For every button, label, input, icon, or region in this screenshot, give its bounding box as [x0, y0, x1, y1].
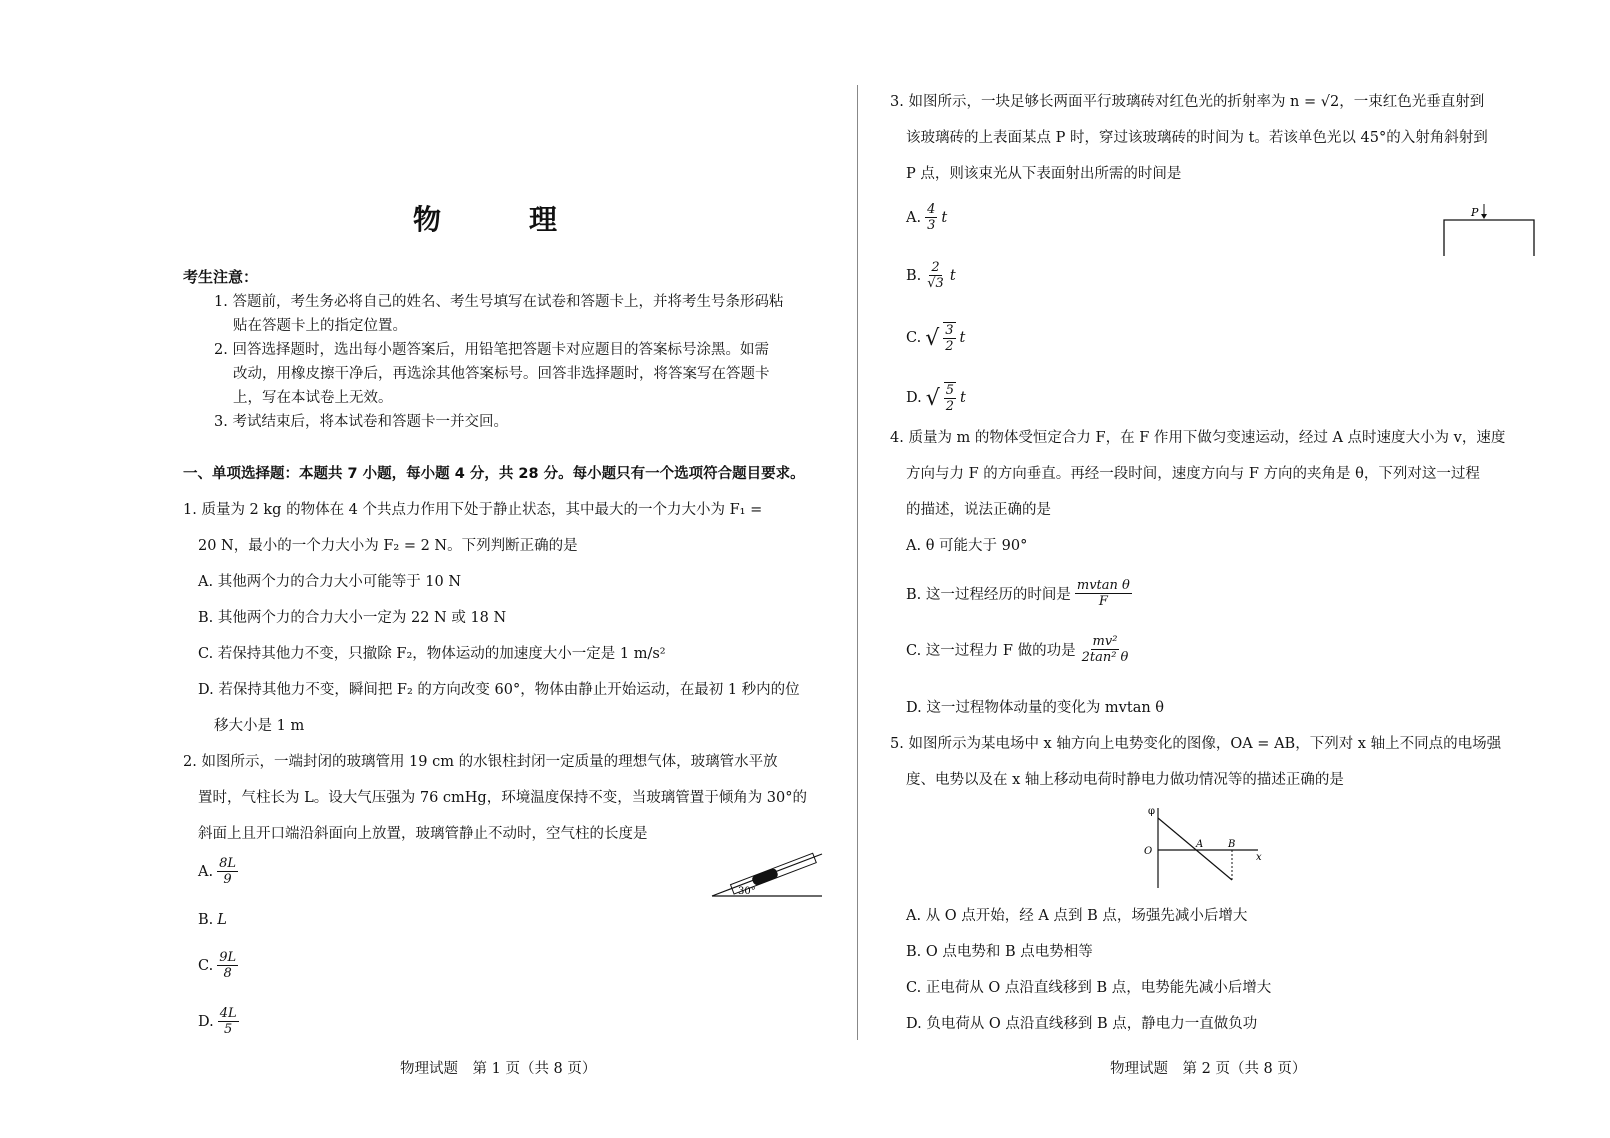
q4-stem: 的描述，说法正确的是: [906, 502, 1051, 518]
fraction: [218, 1006, 239, 1037]
option-suffix: t: [941, 209, 948, 226]
numerator: 4: [927, 202, 936, 217]
option-text: C. 这一过程力 F 做的功是: [906, 643, 1076, 659]
numerator: mvtan θ: [1076, 578, 1130, 593]
q1-stem: 20 N，最小的一个力大小为 F₂ = 2 N。下列判断正确的是: [198, 538, 578, 554]
option-label: C.: [198, 957, 214, 974]
numerator: 9L: [219, 950, 237, 965]
denominator: 8: [223, 966, 232, 981]
fraction: [217, 950, 238, 981]
q4-option-a: A. θ 可能大于 90°: [906, 538, 1028, 554]
q4-option-b: [906, 578, 1132, 609]
fraction: [943, 322, 955, 354]
q3-option-c: [906, 322, 965, 354]
option-label: B.: [198, 912, 214, 928]
denominator: 5: [224, 1022, 233, 1037]
option-label: A.: [198, 863, 214, 880]
numerator: 4L: [219, 1006, 237, 1021]
potential-graph: [1136, 804, 1266, 892]
q1-option-c: C. 若保持其他力不变，只撤除 F₂，物体运动的加速度大小一定是 1 m/s²: [198, 646, 666, 662]
footer-left: 物理试题 第 1 页（共 8 页）: [400, 1061, 597, 1077]
q5-option-a: A. 从 O 点开始，经 A 点到 B 点，场强先减小后增大: [906, 908, 1248, 924]
notice-line: 1. 答题前，考生务必将自己的姓名、考生号填写在试卷和答题卡上，并将考生号条形码粘: [214, 294, 784, 310]
glass-brick: [1444, 220, 1534, 256]
section-heading: 一、单项选择题：本题共 7 小题，每小题 4 分，共 28 分。每小题只有一个选项符合题目要求。: [183, 466, 805, 482]
fraction: [217, 856, 238, 887]
denominator: 2tan² θ: [1081, 650, 1129, 665]
b-label: B: [1228, 839, 1236, 850]
numerator: mv²: [1092, 634, 1118, 649]
right-page: [848, 0, 1610, 1138]
q4-option-d: D. 这一过程物体动量的变化为 mvtan θ: [906, 700, 1165, 716]
sqrt-sign: √: [925, 325, 940, 351]
q3-option-a: [906, 202, 947, 233]
q2-option-b: [198, 912, 227, 928]
notice-line: 上，写在本试卷上无效。: [233, 390, 393, 406]
q2-stem: 2. 如图所示，一端封闭的玻璃管用 19 cm 的水银柱封闭一定质量的理想气体，玻璃管水平放: [183, 754, 778, 770]
q5-option-b: B. O 点电势和 B 点电势相等: [906, 944, 1093, 960]
x-label: x: [1256, 852, 1262, 863]
option-label: D.: [198, 1013, 214, 1030]
q2-option-d: [198, 1006, 239, 1037]
option-suffix: t: [949, 267, 956, 284]
arrow-head: [1481, 214, 1487, 219]
q2-option-c: [198, 950, 238, 981]
numerator: 2: [931, 260, 940, 275]
q4-stem: 4. 质量为 m 的物体受恒定合力 F，在 F 作用下做匀变速运动，经过 A 点时速度大小为 v，速度: [890, 430, 1506, 446]
q4-option-c: [906, 634, 1130, 665]
denominator: 2: [945, 399, 955, 414]
option-label: B.: [906, 267, 922, 284]
sqrt-sign: √: [925, 385, 940, 411]
q5-option-d: D. 负电荷从 O 点沿直线移到 B 点，静电力一直做负功: [906, 1016, 1258, 1032]
option-text: L: [217, 912, 227, 928]
notice-line: 2. 回答选择题时，选出每小题答案后，用铅笔把答题卡对应题目的答案标号涂黑。如需: [214, 342, 769, 358]
q2-option-a: [198, 856, 238, 887]
q1-stem: 1. 质量为 2 kg 的物体在 4 个共点力作用下处于静止状态，其中最大的一个力大小为 F₁ =: [183, 502, 763, 518]
point-label: P: [1471, 206, 1479, 219]
option-suffix: t: [959, 330, 966, 346]
q2-stem: 置时，气柱长为 L。设大气压强为 76 cmHg，环境温度保持不变，当玻璃管置于倾角为 30°的: [198, 790, 808, 806]
q2-stem: 斜面上且开口端沿斜面向上放置，玻璃管静止不动时，空气柱的长度是: [198, 826, 648, 842]
numerator: 8L: [219, 856, 236, 871]
denominator: 9: [223, 872, 232, 887]
notice-line: 贴在答题卡上的指定位置。: [233, 318, 407, 334]
q3-stem: P 点，则该束光从下表面射出所需的时间是: [906, 166, 1182, 182]
q1-option-b: B. 其他两个力的合力大小一定为 22 N 或 18 N: [198, 610, 507, 626]
o-label: O: [1144, 846, 1153, 857]
q1-option-a: A. 其他两个力的合力大小可能等于 10 N: [198, 574, 462, 590]
q5-option-c: C. 正电荷从 O 点沿直线移到 B 点，电势能先减小后增大: [906, 980, 1272, 996]
glass-brick-diagram: [1442, 202, 1538, 258]
incline-diagram: [710, 848, 825, 900]
q3-option-d: [906, 382, 966, 414]
fraction: [944, 382, 956, 414]
q3-stem: 该玻璃砖的上表面某点 P 时，穿过该玻璃砖的时间为 t。若该单色光以 45°的入射角斜射到: [906, 130, 1488, 146]
option-text: B. 这一过程经历的时间是: [906, 587, 1071, 603]
footer-right: 物理试题 第 2 页（共 8 页）: [1110, 1061, 1307, 1077]
denominator: 2: [945, 339, 954, 354]
denominator: 3: [927, 218, 936, 233]
phi-label: φ: [1148, 806, 1156, 817]
notice-line: 3. 考试结束后，将本试卷和答题卡一并交回。: [214, 414, 508, 430]
option-label: C.: [906, 330, 922, 346]
q1-option-d-cont: 移大小是 1 m: [214, 718, 305, 734]
q4-stem: 方向与力 F 的方向垂直。再经一段时间，速度方向与 F 方向的夹角是 θ，下列对这一过程: [906, 466, 1480, 482]
option-label: A.: [906, 209, 922, 226]
notice-line: 改动，用橡皮擦干净后，再选涂其他答案标号。回答非选择题时，将答案写在答题卡: [233, 366, 770, 382]
fraction: [1075, 578, 1132, 609]
option-suffix: t: [960, 390, 966, 406]
q1-option-d: D. 若保持其他力不变，瞬间把 F₂ 的方向改变 60°，物体由静止开始运动，在最初 1 秒内的位: [198, 682, 800, 698]
q3-stem: 3. 如图所示，一块足够长两面平行玻璃砖对红色光的折射率为 n = √2，一束红色光垂直射到: [890, 94, 1485, 110]
denominator: √3: [927, 276, 944, 291]
numerator: 5: [945, 383, 955, 398]
notice-heading: 考生注意：: [183, 268, 259, 286]
page-title: 物 理: [412, 203, 587, 236]
potential-line: [1158, 818, 1232, 880]
fraction: [1080, 634, 1131, 665]
fraction: [925, 202, 937, 233]
angle-label: 30°: [738, 886, 756, 897]
a-label: A: [1196, 839, 1204, 850]
q5-stem: 度、电势以及在 x 轴上移动电荷时静电力做功情况等的描述正确的是: [906, 772, 1344, 788]
mercury-column: [751, 868, 779, 887]
fraction: [925, 260, 946, 291]
numerator: 3: [945, 323, 954, 338]
denominator: F: [1098, 594, 1108, 609]
q5-stem: 5. 如图所示为某电场中 x 轴方向上电势变化的图像，OA = AB，下列对 x 轴上不同点的电场强: [890, 736, 1502, 752]
option-label: D.: [906, 390, 922, 406]
q3-option-b: [906, 260, 956, 291]
